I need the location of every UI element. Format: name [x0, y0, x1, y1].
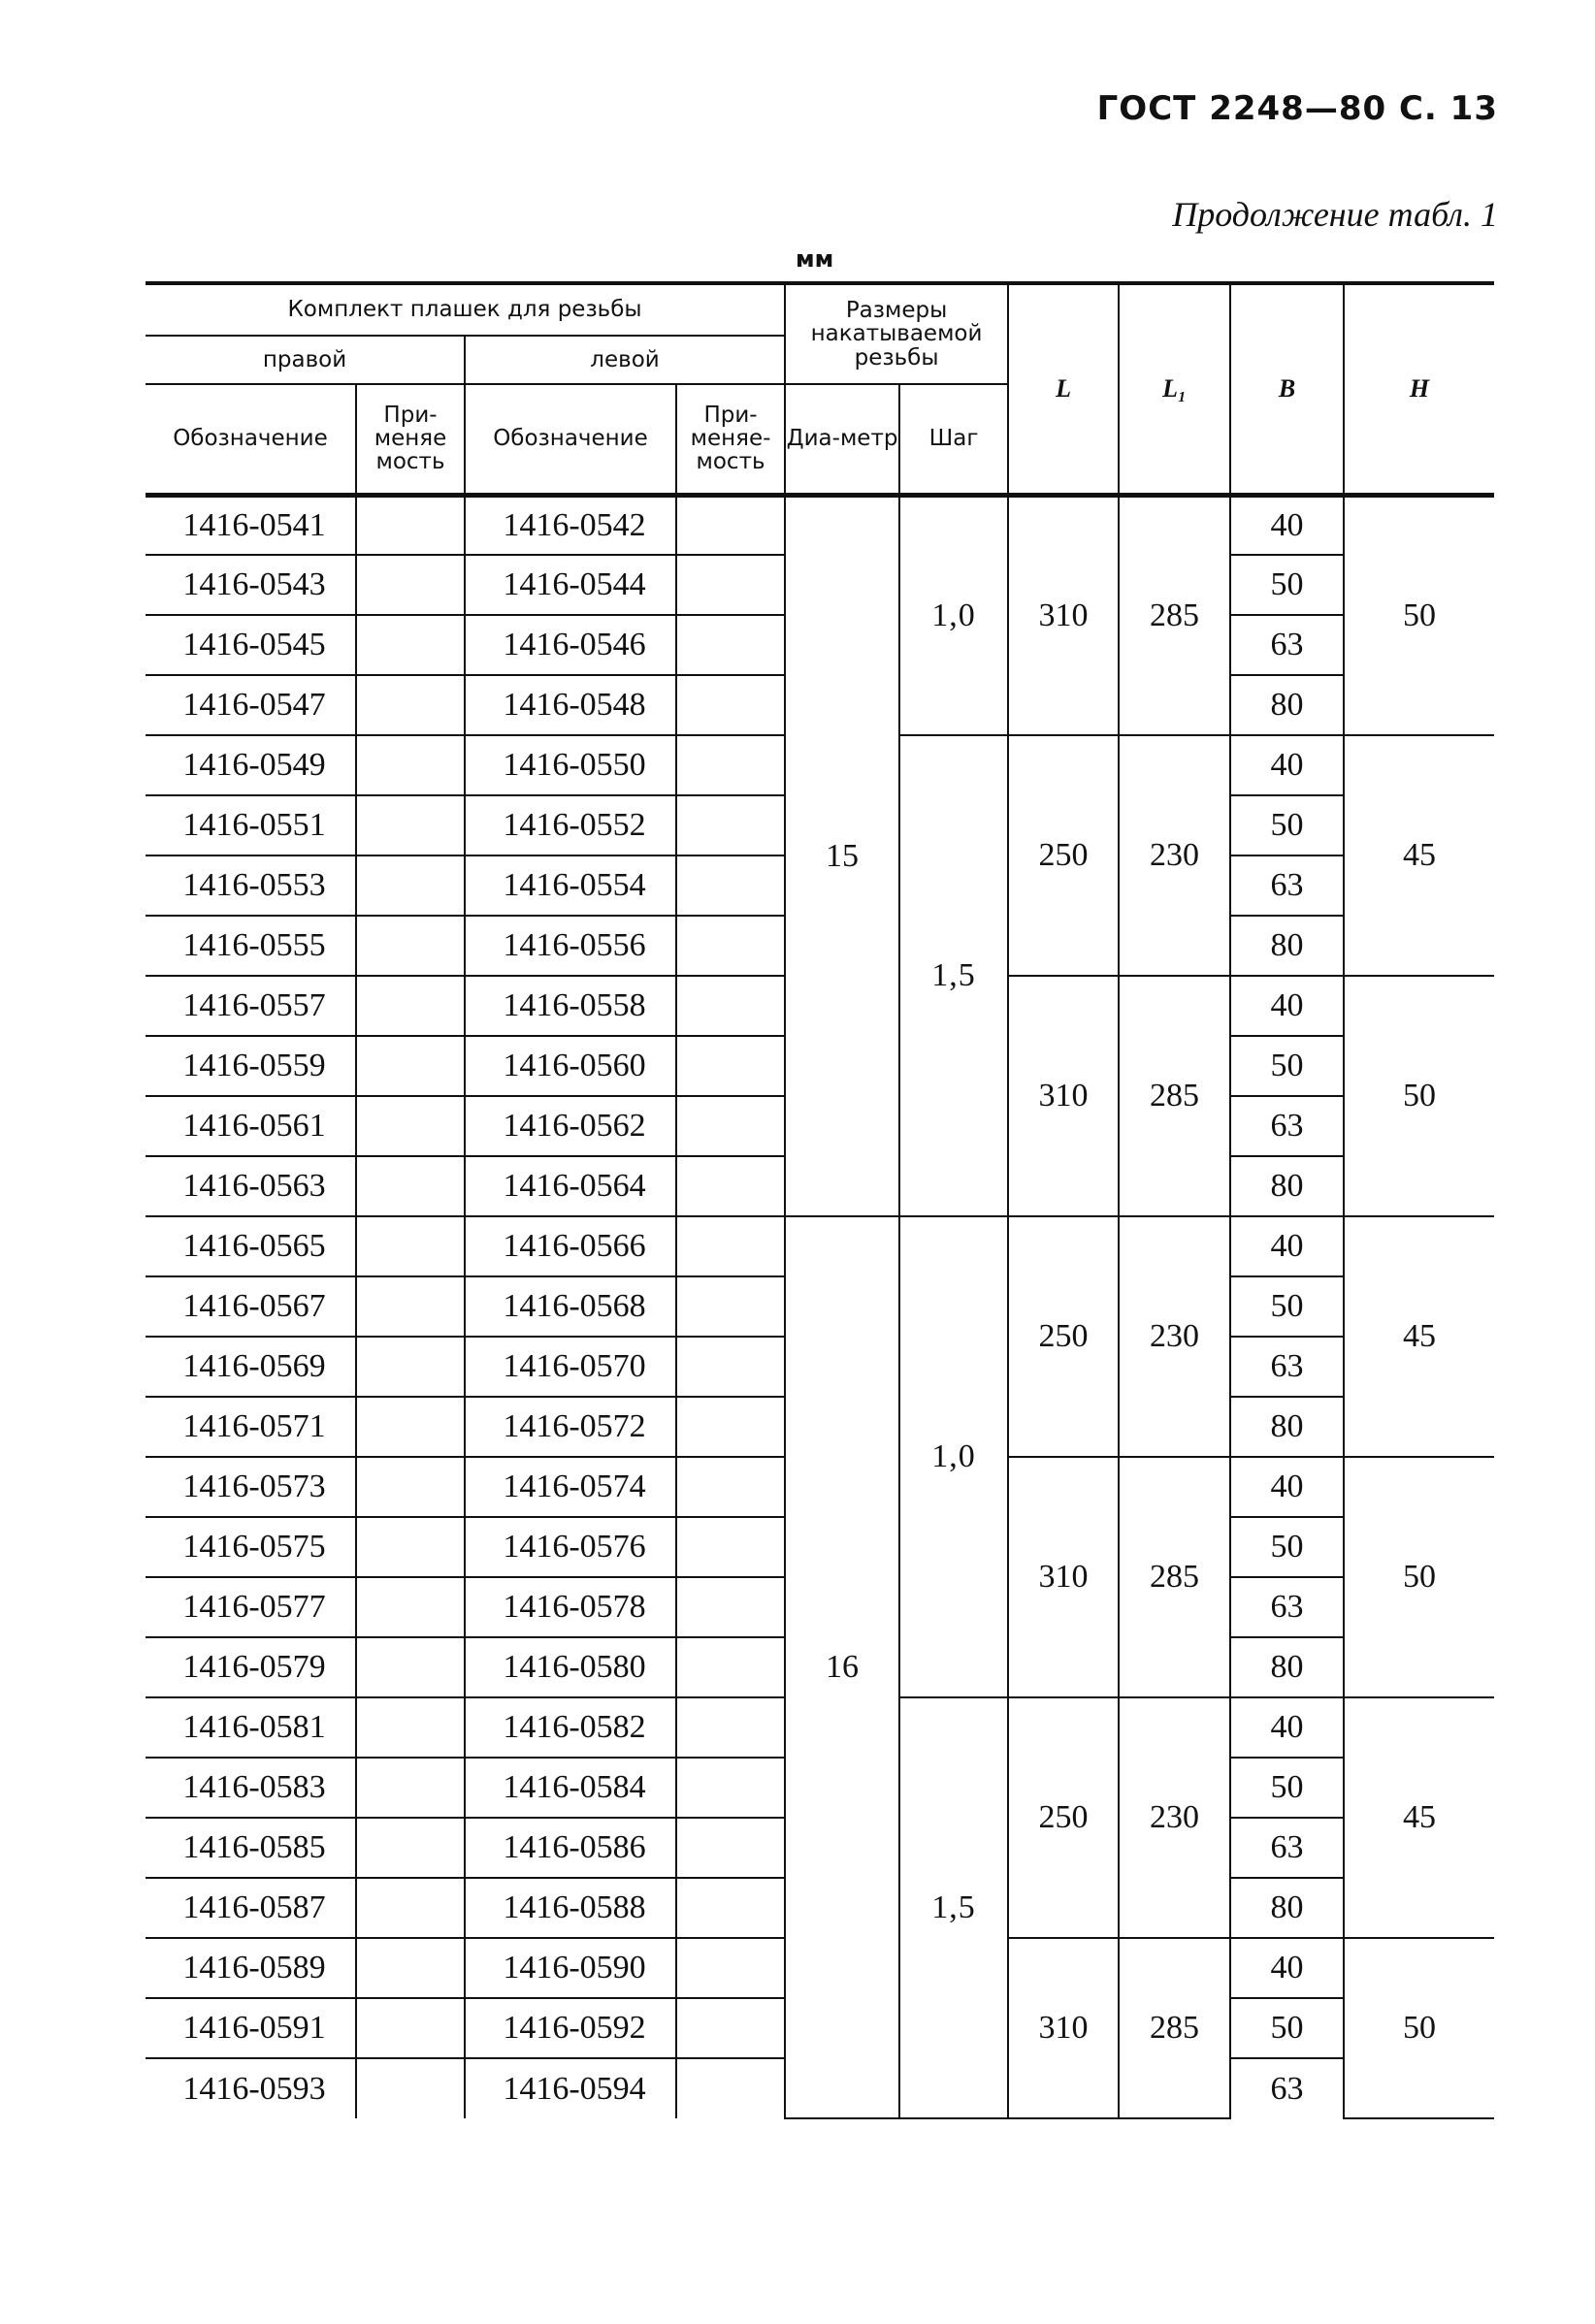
designation-right: 1416-0573: [146, 1457, 356, 1517]
applicability-right: [356, 1758, 465, 1818]
applicability-left: [676, 1036, 785, 1096]
B-cell: 50: [1230, 1998, 1344, 2058]
applicability-right: [356, 1457, 465, 1517]
B-cell: 80: [1230, 1637, 1344, 1697]
designation-right: 1416-0551: [146, 795, 356, 855]
applicability-right: [356, 1276, 465, 1337]
designation-right: 1416-0587: [146, 1878, 356, 1938]
designation-left: 1416-0572: [465, 1397, 676, 1457]
B-cell: 80: [1230, 916, 1344, 976]
header-thread-size: Размеры накатываемой резьбы: [785, 283, 1008, 384]
header-die-set: Комплект плашек для резьбы: [146, 283, 785, 336]
applicability-right: [356, 1637, 465, 1697]
designation-left: 1416-0548: [465, 675, 676, 735]
header-designation-right: Обозначение: [146, 384, 356, 495]
designation-left: 1416-0552: [465, 795, 676, 855]
page-header: ГОСТ 2248—80 С. 13: [1096, 89, 1498, 128]
designation-right: 1416-0559: [146, 1036, 356, 1096]
L1-cell: 285: [1119, 495, 1230, 735]
applicability-right: [356, 795, 465, 855]
applicability-right: [356, 675, 465, 735]
L1-cell: 230: [1119, 1216, 1230, 1457]
designation-right: 1416-0563: [146, 1156, 356, 1216]
designation-right: 1416-0561: [146, 1096, 356, 1156]
L1-cell: 285: [1119, 1938, 1230, 2118]
B-cell: 50: [1230, 1036, 1344, 1096]
B-cell: 50: [1230, 795, 1344, 855]
designation-left: 1416-0562: [465, 1096, 676, 1156]
designation-right: 1416-0593: [182, 2070, 326, 2107]
pitch-cell: 1,5: [899, 1697, 1008, 2118]
L-cell: 310: [1008, 976, 1119, 1216]
designation-right: 1416-0565: [146, 1216, 356, 1276]
applicability-left: [676, 675, 785, 735]
H-cell: 45: [1344, 1697, 1494, 1938]
applicability-left: [676, 1818, 785, 1878]
L-cell: 250: [1008, 1697, 1119, 1938]
applicability-left: [676, 1457, 785, 1517]
applicability-left: [676, 1697, 785, 1758]
B-cell: 40: [1230, 1457, 1344, 1517]
designation-left: 1416-0592: [465, 1998, 676, 2058]
applicability-left: [676, 555, 785, 615]
designation-right: 1416-0589: [146, 1938, 356, 1998]
applicability-right: [356, 1397, 465, 1457]
header-left-thread: левой: [465, 336, 785, 384]
applicability-right: [356, 1036, 465, 1096]
designation-left: 1416-0580: [465, 1637, 676, 1697]
applicability-right: [356, 916, 465, 976]
designation-right: 1416-0545: [146, 615, 356, 675]
H-cell: 50: [1344, 495, 1494, 735]
B-cell: 40: [1230, 735, 1344, 795]
applicability-left: [676, 615, 785, 675]
applicability-left: [676, 495, 785, 555]
applicability-right: [356, 976, 465, 1036]
B-cell: 80: [1230, 1878, 1344, 1938]
designation-left: 1416-0594: [465, 2058, 676, 2118]
table-row: [146, 495, 1494, 555]
designation-left: 1416-0564: [465, 1156, 676, 1216]
applicability-left: [676, 735, 785, 795]
applicability-left: [676, 1878, 785, 1938]
applicability-left: [676, 2058, 785, 2118]
designation-right: 1416-0571: [146, 1397, 356, 1457]
header-L1: L₁: [1119, 283, 1230, 495]
designation-left: 1416-0582: [465, 1697, 676, 1758]
header-right-thread: правой: [146, 336, 465, 384]
L-cell: 310: [1008, 495, 1119, 735]
designation-left: 1416-0574: [465, 1457, 676, 1517]
H-cell: 45: [1344, 1216, 1494, 1457]
L1-cell: 230: [1119, 735, 1230, 976]
applicability-right: [356, 555, 465, 615]
designation-right: 1416-0549: [146, 735, 356, 795]
applicability-left: [676, 1637, 785, 1697]
applicability-right: [356, 1577, 465, 1637]
header-B: B: [1230, 283, 1344, 495]
designation-left: 1416-0578: [465, 1577, 676, 1637]
B-cell: 63: [1230, 2058, 1344, 2118]
applicability-right: [356, 1697, 465, 1758]
designation-right: 1416-0541: [146, 495, 356, 555]
designation-left: 1416-0558: [465, 976, 676, 1036]
designation-left: 1416-0584: [465, 1758, 676, 1818]
designation-right: 1416-0579: [146, 1637, 356, 1697]
applicability-right: [356, 615, 465, 675]
L1-cell: 285: [1119, 976, 1230, 1216]
applicability-left: [676, 1276, 785, 1337]
B-cell: 63: [1230, 1096, 1344, 1156]
applicability-right: [356, 1517, 465, 1577]
header-diameter: Диа-метр: [785, 384, 899, 495]
applicability-left: [676, 1216, 785, 1276]
designation-right: 1416-0567: [146, 1276, 356, 1337]
B-cell: 40: [1230, 1697, 1344, 1758]
designation-left: 1416-0586: [465, 1818, 676, 1878]
table-caption: Продолжение табл. 1: [1172, 195, 1498, 234]
designation-left: 1416-0546: [465, 615, 676, 675]
header-applicability-left: При-меняе-мость: [676, 384, 785, 495]
unit-label: мм: [796, 245, 834, 273]
B-cell: 40: [1230, 976, 1344, 1036]
applicability-right: [356, 855, 465, 916]
L-cell: 250: [1008, 735, 1119, 976]
applicability-left: [676, 1096, 785, 1156]
designation-right: 1416-0555: [146, 916, 356, 976]
designation-left: 1416-0570: [465, 1337, 676, 1397]
L-cell: 250: [1008, 1216, 1119, 1457]
header-designation-left: Обозначение: [465, 384, 676, 495]
applicability-left: [676, 976, 785, 1036]
designation-left: 1416-0554: [465, 855, 676, 916]
designation-right: 1416-0553: [146, 855, 356, 916]
applicability-right: [356, 1998, 465, 2058]
header-pitch: Шаг: [899, 384, 1008, 495]
designation-left: 1416-0590: [465, 1938, 676, 1998]
header-applicability-right: При-меняе мость: [356, 384, 465, 495]
pitch-cell: 1,0: [899, 1216, 1008, 1697]
applicability-right: [356, 2058, 465, 2118]
applicability-right: [356, 1818, 465, 1878]
applicability-right: [356, 1216, 465, 1276]
B-cell: 40: [1230, 495, 1344, 555]
applicability-left: [676, 1397, 785, 1457]
B-cell: 40: [1230, 1938, 1344, 1998]
table-body: [146, 495, 1494, 2118]
applicability-left: [676, 1337, 785, 1397]
designation-left: 1416-0566: [465, 1216, 676, 1276]
die-set-table: [146, 281, 1494, 2119]
designation-left: 1416-0556: [465, 916, 676, 976]
B-cell: 63: [1230, 1818, 1344, 1878]
table-row: [146, 1216, 1494, 1276]
applicability-left: [676, 1998, 785, 2058]
pitch-cell: 1,0: [899, 495, 1008, 735]
applicability-left: [676, 855, 785, 916]
B-cell: 50: [1230, 1276, 1344, 1337]
designation-right: 1416-0575: [146, 1517, 356, 1577]
designation-right: 1416-0583: [146, 1758, 356, 1818]
applicability-left: [676, 1156, 785, 1216]
B-cell: 80: [1230, 1397, 1344, 1457]
designation-right: 1416-0547: [146, 675, 356, 735]
header-H: H: [1344, 283, 1494, 495]
applicability-left: [676, 795, 785, 855]
B-cell: 63: [1230, 1337, 1344, 1397]
B-cell: 63: [1230, 855, 1344, 916]
L1-cell: 230: [1119, 1697, 1230, 1938]
L1-cell: 285: [1119, 1457, 1230, 1697]
pitch-cell: 1,5: [899, 735, 1008, 1216]
diameter-cell: 15: [785, 495, 899, 1216]
applicability-left: [676, 1758, 785, 1818]
applicability-left: [676, 1938, 785, 1998]
B-cell: 50: [1230, 1517, 1344, 1577]
B-cell: 80: [1230, 1156, 1344, 1216]
designation-left: 1416-0568: [465, 1276, 676, 1337]
applicability-right: [356, 1878, 465, 1938]
applicability-left: [676, 1577, 785, 1637]
designation-right: 1416-0581: [146, 1697, 356, 1758]
designation-left: 1416-0576: [465, 1517, 676, 1577]
applicability-right: [356, 735, 465, 795]
designation-right: 1416-0543: [146, 555, 356, 615]
H-cell: 45: [1344, 735, 1494, 976]
B-cell: 50: [1230, 555, 1344, 615]
H-cell: 50: [1344, 976, 1494, 1216]
designation-right: 1416-0591: [146, 1998, 356, 2058]
H-cell: 50: [1344, 1938, 1494, 2118]
designation-right: 1416-0569: [146, 1337, 356, 1397]
designation-right: 1416-0557: [146, 976, 356, 1036]
designation-left: 1416-0550: [465, 735, 676, 795]
applicability-left: [676, 916, 785, 976]
applicability-right: [356, 1096, 465, 1156]
designation-right: 1416-0585: [146, 1818, 356, 1878]
B-cell: 40: [1230, 1216, 1344, 1276]
applicability-right: [356, 495, 465, 555]
applicability-right: [356, 1938, 465, 1998]
designation-left: 1416-0588: [465, 1878, 676, 1938]
L-cell: 310: [1008, 1457, 1119, 1697]
diameter-cell: 16: [785, 1216, 899, 2118]
B-cell: 63: [1230, 615, 1344, 675]
applicability-right: [356, 1337, 465, 1397]
designation-left: 1416-0542: [465, 495, 676, 555]
applicability-right: [356, 1156, 465, 1216]
B-cell: 63: [1230, 1577, 1344, 1637]
header-L: L: [1008, 283, 1119, 495]
applicability-left: [676, 1517, 785, 1577]
designation-left: 1416-0560: [465, 1036, 676, 1096]
designation-right: 1416-0577: [146, 1577, 356, 1637]
designation-left: 1416-0544: [465, 555, 676, 615]
H-cell: 50: [1344, 1457, 1494, 1697]
L-cell: 310: [1008, 1938, 1119, 2118]
B-cell: 50: [1230, 1758, 1344, 1818]
B-cell: 80: [1230, 675, 1344, 735]
